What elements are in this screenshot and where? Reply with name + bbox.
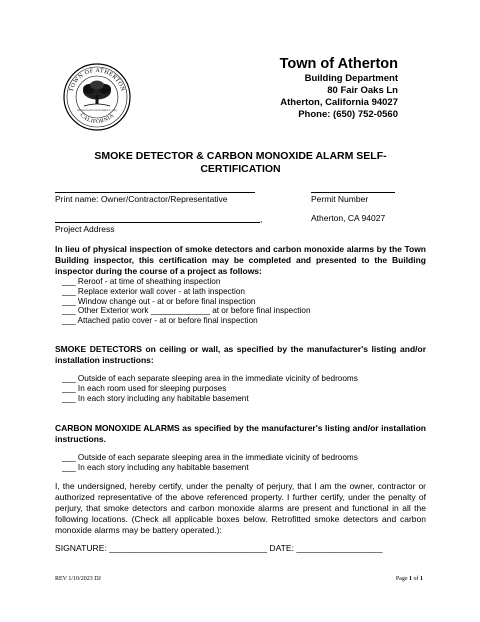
form-title <box>55 150 426 176</box>
co-alarms-heading: CARBON MONOXIDE ALARMS as specified by the manufacturer's listing and/or installation instructions. <box>55 423 426 444</box>
permit-number-label: Permit Number <box>311 194 369 204</box>
intro-checklist <box>62 277 311 326</box>
checklist-item-other-exterior[interactable]: ___ Other Exterior work _____________ at or before final inspection <box>62 306 311 316</box>
revision-note: REV 1/10/2023 DJ <box>55 576 101 582</box>
checklist-item-exterior-wall[interactable]: ___ Replace exterior wall cover - at lath inspection <box>62 286 245 296</box>
smoke-item-sleeping-area[interactable]: ___ Outside of each separate sleeping area in the immediate vicinity of bedrooms <box>62 374 358 383</box>
letterhead <box>280 56 398 121</box>
project-address-blank[interactable] <box>55 222 260 223</box>
project-address-label: Project Address <box>55 224 115 234</box>
certification-paragraph: I, the undersigned, hereby certify, under the penalty of perjury, that I am the owner, contractor or authorized representative of the above referenced property. I further certify, under the penalty of perjury, that smoke detectors and carbon monoxide alarms are present and functional in all the following locations. (Check all applicable boxes below. Retrofitted smoke detectors and carbon monoxide alarms may be battery operated.): <box>55 481 426 535</box>
department-name: Building Department <box>304 73 398 84</box>
svg-text:TOWN OF ATHERTON: TOWN OF ATHERTON <box>68 67 126 93</box>
page-number: Page 1 of 1 <box>395 576 423 582</box>
svg-text:INCORPORATED SEPTEMBER 12, 192: INCORPORATED SEPTEMBER 12, 1923 <box>77 110 117 112</box>
print-name-label: Print name: Owner/Contractor/Representative <box>55 194 228 204</box>
phone-number: Phone: (650) 752-0560 <box>298 109 398 120</box>
signature-date-line[interactable]: SIGNATURE: _________________________________ DATE: __________________ <box>55 543 383 553</box>
city-address: Atherton, California 94027 <box>280 97 398 108</box>
smoke-checklist <box>62 374 358 403</box>
svg-text:CALIFORNIA: CALIFORNIA <box>78 112 116 126</box>
form-title-line1: SMOKE DETECTOR & CARBON MONOXIDE ALARM SELF- <box>94 150 387 162</box>
co-item-each-story[interactable]: ___ In each story including any habitable basement <box>62 462 249 472</box>
checklist-item-reroof[interactable]: ___ Reroof - at time of sheathing inspection <box>62 277 221 286</box>
print-name-blank[interactable] <box>55 192 255 193</box>
smoke-item-sleeping-room[interactable]: ___ In each room used for sleeping purposes <box>62 383 227 393</box>
co-item-sleeping-area[interactable]: ___ Outside of each separate sleeping area in the immediate vicinity of bedrooms <box>62 453 358 462</box>
address-comma: , <box>260 214 263 224</box>
smoke-detectors-heading: SMOKE DETECTORS on ceiling or wall, as specified by the manufacturer's listing and/or installation instructions: <box>55 344 426 365</box>
street-address: 80 Fair Oaks Ln <box>327 85 398 96</box>
oak-tree-icon <box>83 81 111 107</box>
permit-number-blank[interactable] <box>311 192 395 193</box>
city-value: Atherton, CA 94027 <box>311 213 386 223</box>
checklist-item-patio-cover[interactable]: ___ Attached patio cover - at or before final inspection <box>62 316 258 326</box>
co-checklist <box>62 453 358 473</box>
intro-paragraph: In lieu of physical inspection of smoke detectors and carbon monoxide alarms by the Town Building inspector, this certification may be completed and presented to the Building inspector during the course of a project as follows: <box>55 244 426 276</box>
town-name: Town of Atherton <box>279 56 398 72</box>
form-title-line2: CERTIFICATION <box>200 163 281 175</box>
smoke-item-each-story[interactable]: ___ In each story including any habitable basement <box>62 393 249 403</box>
town-seal-logo <box>62 62 132 132</box>
checklist-item-window[interactable]: ___ Window change out - at or before final inspection <box>62 296 256 306</box>
